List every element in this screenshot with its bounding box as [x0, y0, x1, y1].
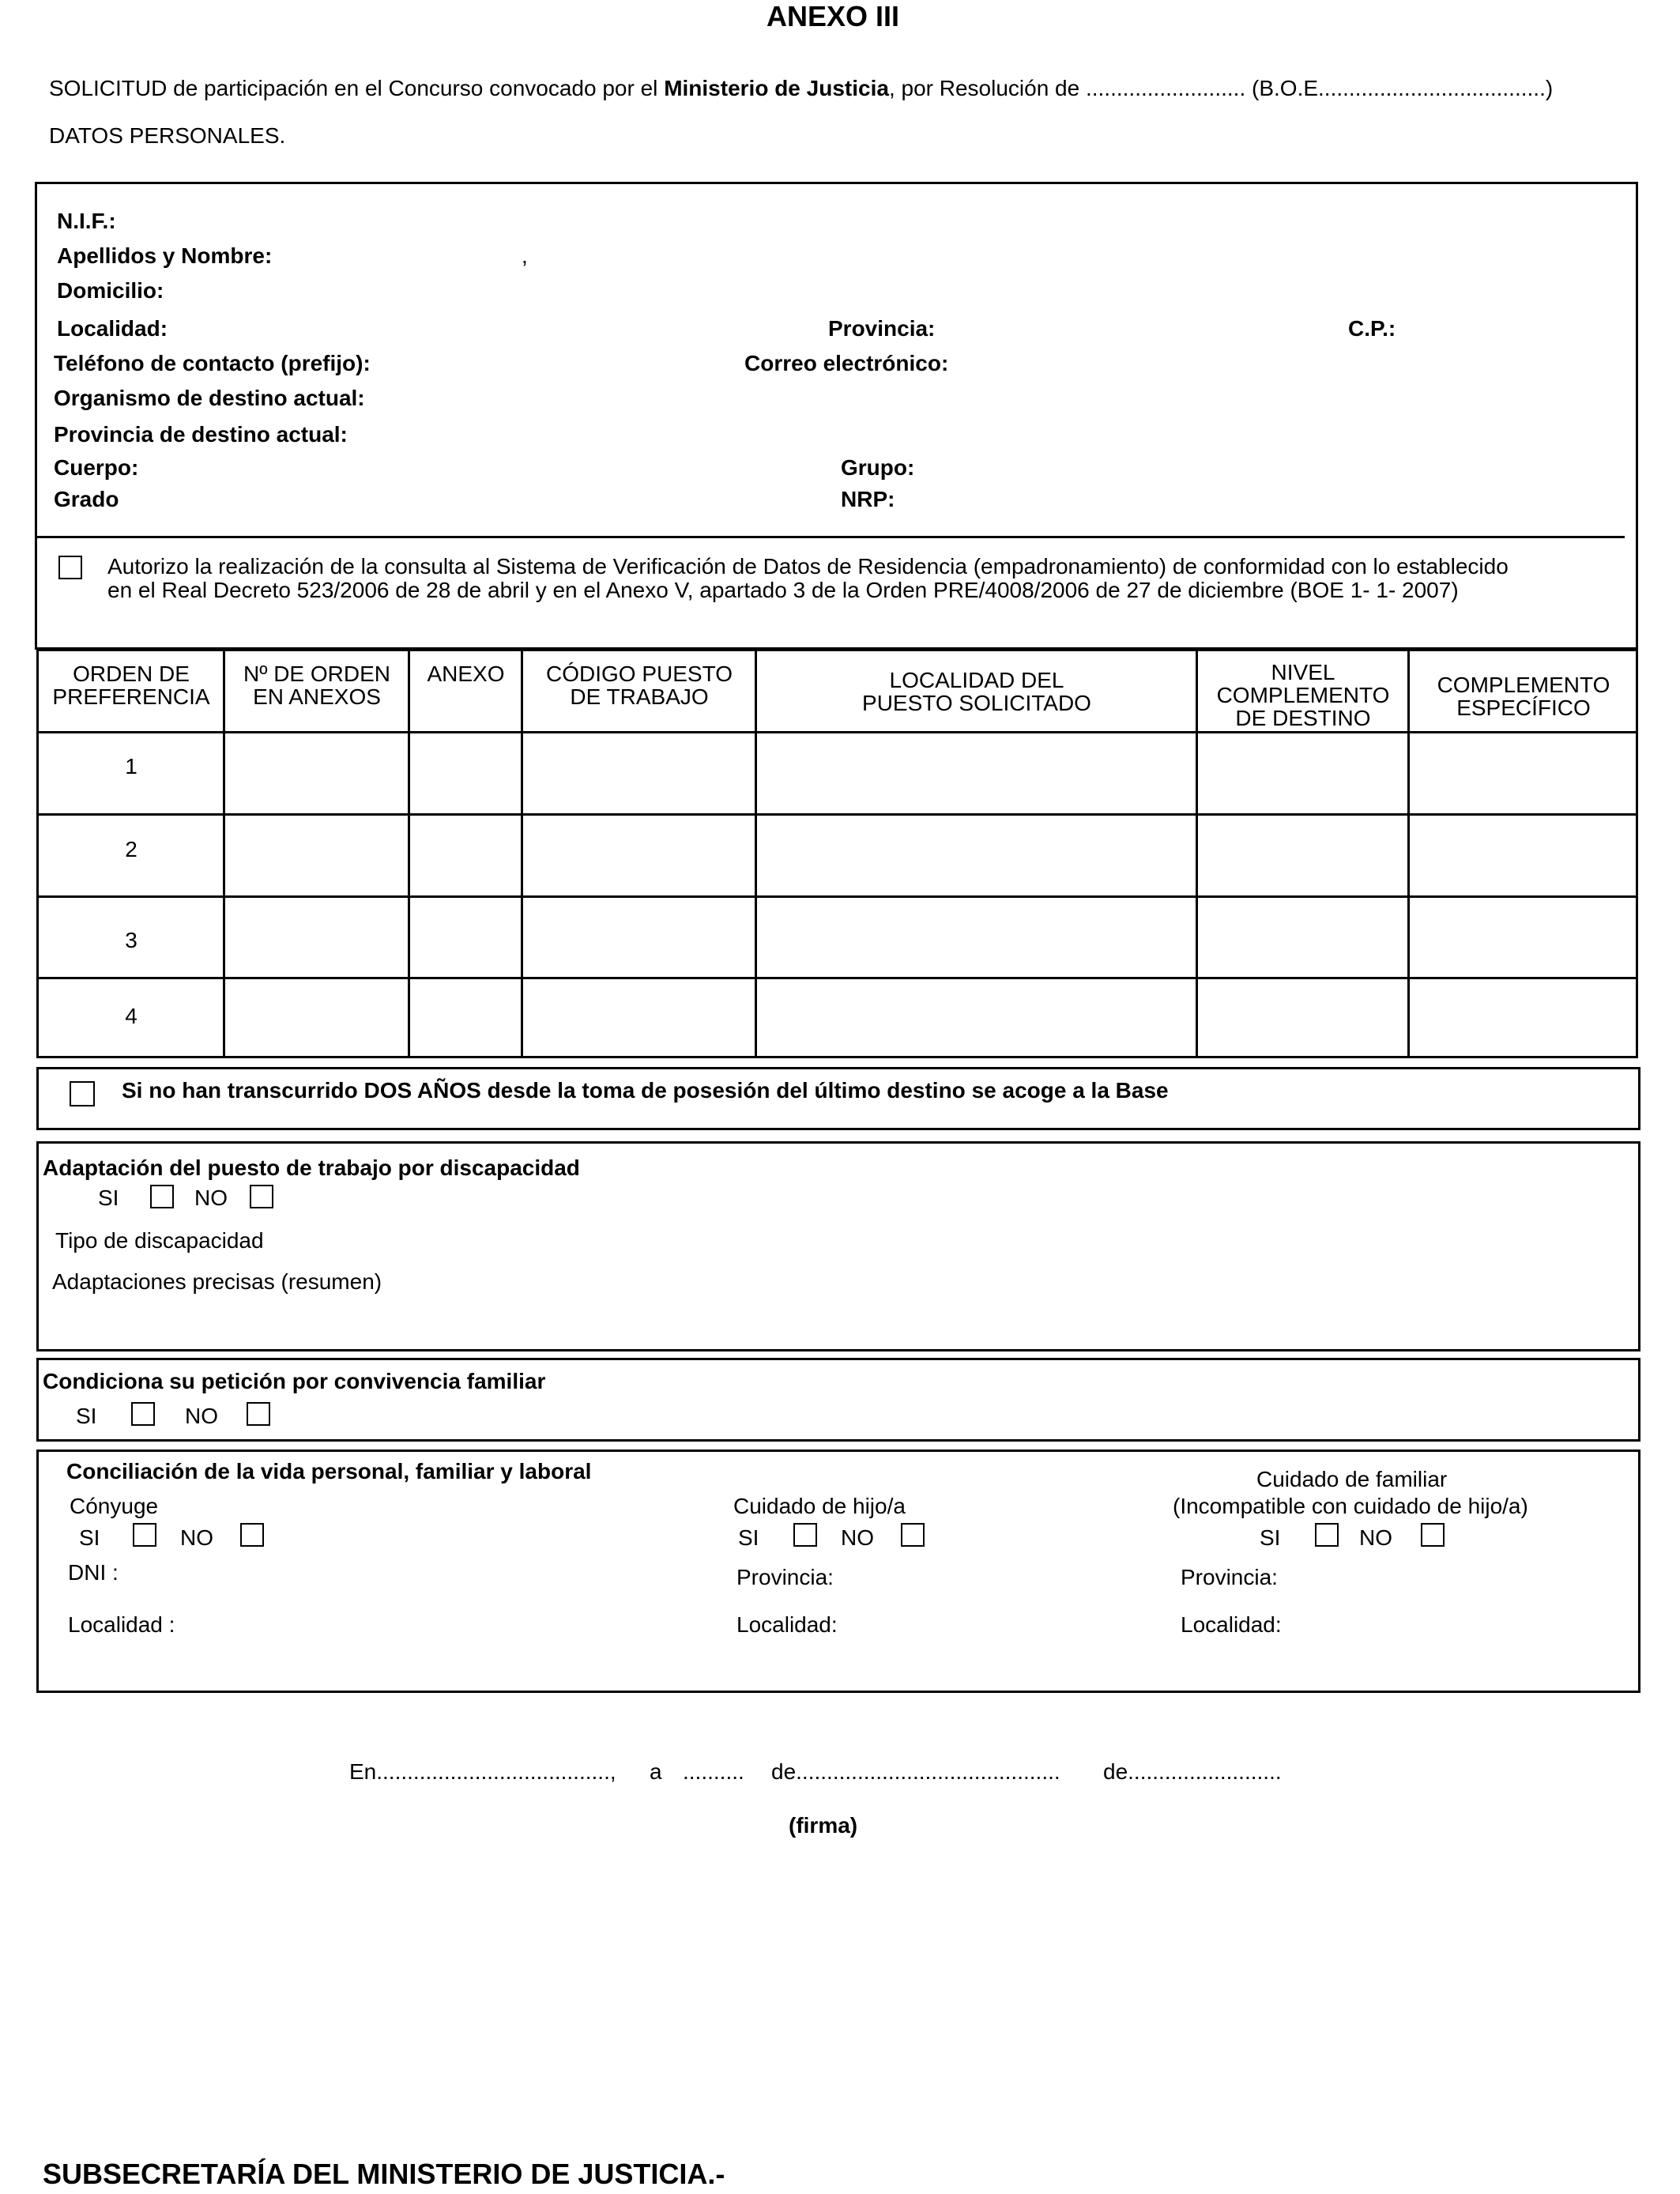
col-header-anexo: ANEXO	[427, 662, 505, 686]
localidad-label: Localidad:	[57, 316, 168, 341]
table-header-line	[36, 731, 1638, 733]
apellidos-comma: ,	[522, 243, 528, 268]
solicitud-ministerio: Ministerio de Justicia	[664, 76, 889, 100]
autorizo-line-2: en el Real Decreto 523/2006 de 28 de abril y en el Anexo V, apartado 3 de la Orden PRE/4008/2006 de 27 de diciembre (BOE 1- 1- 2007)	[107, 578, 1459, 602]
provincia-destino-label: Provincia de destino actual:	[54, 422, 348, 447]
col-header-nivel: NIVEL COMPLEMENTO DE DESTINO	[1216, 660, 1390, 730]
firma-label: (firma)	[789, 1813, 858, 1838]
conyuge-localidad-label: Localidad :	[68, 1612, 175, 1637]
apellidos-label: Apellidos y Nombre:	[57, 243, 273, 268]
provincia-label: Provincia:	[828, 316, 936, 341]
conyuge-si-label: SI	[79, 1525, 100, 1550]
grupo-label: Grupo:	[841, 455, 915, 480]
solicitud-line	[49, 76, 1553, 101]
hijo-localidad-label: Localidad:	[736, 1612, 838, 1637]
hijo-no-label: NO	[841, 1525, 874, 1550]
adaptacion-no-checkbox[interactable]	[250, 1185, 273, 1208]
convivencia-title: Condiciona su petición por convivencia familiar	[43, 1369, 546, 1393]
hijo-label: Cuidado de hijo/a	[733, 1494, 906, 1518]
nrp-label: NRP:	[841, 487, 895, 511]
grado-label: Grado	[54, 487, 119, 511]
datos-personales-heading: DATOS PERSONALES.	[49, 123, 286, 148]
convivencia-si-label: SI	[76, 1404, 97, 1428]
familiar-si-label: SI	[1260, 1525, 1281, 1550]
convivencia-no-label: NO	[185, 1404, 218, 1428]
conyuge-no-checkbox[interactable]	[240, 1523, 264, 1547]
autorizo-text	[107, 555, 1509, 602]
organismo-label: Organismo de destino actual:	[54, 386, 365, 410]
adaptacion-si-checkbox[interactable]	[150, 1185, 174, 1208]
telefono-label: Teléfono de contacto (prefijo):	[54, 351, 371, 375]
fecha-a: a	[650, 1759, 662, 1784]
familiar-provincia-label: Provincia:	[1181, 1565, 1278, 1589]
col-header-num-orden: Nº DE ORDEN EN ANEXOS	[243, 662, 391, 709]
conyuge-si-checkbox[interactable]	[133, 1523, 156, 1547]
dos-anos-checkbox[interactable]	[70, 1081, 95, 1106]
tipo-discapacidad-label: Tipo de discapacidad	[55, 1228, 264, 1253]
table-row-line-3	[36, 977, 1638, 979]
table-col-line-2	[408, 649, 410, 1058]
solicitud-post: , por Resolución de .......................... (B.O.E.....................................)	[888, 76, 1554, 100]
page-title: ANEXO III	[767, 0, 900, 32]
familiar-no-checkbox[interactable]	[1421, 1523, 1445, 1547]
autorizo-line-1: Autorizo la realización de la consulta al Sistema de Verificación de Datos de Residencia (empadronamiento) de conformidad con lo establecido	[107, 554, 1509, 579]
conciliacion-title: Conciliación de la vida personal, familiar y laboral	[66, 1459, 592, 1483]
familiar-note: (Incompatible con cuidado de hijo/a)	[1173, 1494, 1528, 1518]
lugar-en: En......................................,	[349, 1759, 616, 1784]
convivencia-no-checkbox[interactable]	[247, 1402, 270, 1426]
table-col-line-1	[223, 649, 225, 1058]
autorizo-checkbox[interactable]	[58, 556, 82, 579]
familiar-si-checkbox[interactable]	[1315, 1523, 1339, 1547]
personal-divider	[35, 536, 1625, 538]
table-row-line-1	[36, 813, 1638, 816]
familiar-label: Cuidado de familiar	[1256, 1467, 1448, 1491]
nif-label: N.I.F.:	[57, 209, 116, 233]
convivencia-si-checkbox[interactable]	[131, 1402, 155, 1426]
dos-anos-text: Si no han transcurrido DOS AÑOS desde la toma de posesión del último destino se acoge a la Base	[122, 1078, 1169, 1103]
table-col-line-3	[521, 649, 523, 1058]
adaptacion-title: Adaptación del puesto de trabajo por discapacidad	[43, 1155, 580, 1180]
col-header-localidad: LOCALIDAD DEL PUESTO SOLICITADO	[862, 668, 1091, 715]
col-header-codigo: CÓDIGO PUESTO DE TRABAJO	[546, 662, 733, 709]
fecha-mes: de...........................................	[771, 1759, 1060, 1784]
hijo-no-checkbox[interactable]	[901, 1523, 925, 1547]
adaptacion-no-label: NO	[194, 1186, 228, 1210]
conyuge-dni-label: DNI :	[68, 1560, 119, 1585]
subsecretaria-footer: SUBSECRETARÍA DEL MINISTERIO DE JUSTICIA.-	[43, 2158, 725, 2190]
conyuge-label: Cónyuge	[70, 1494, 159, 1518]
table-row-number: 1	[125, 754, 137, 778]
table-row-number: 4	[125, 1004, 137, 1028]
familiar-no-label: NO	[1359, 1525, 1392, 1550]
solicitud-pre: SOLICITUD de participación en el Concurso convocado por el	[49, 76, 665, 100]
correo-label: Correo electrónico:	[744, 351, 949, 375]
hijo-si-label: SI	[738, 1525, 759, 1550]
cp-label: C.P.:	[1348, 316, 1396, 341]
familiar-localidad-label: Localidad:	[1181, 1612, 1282, 1637]
domicilio-label: Domicilio:	[57, 278, 164, 303]
table-row-line-2	[36, 895, 1638, 898]
table-row-number: 3	[125, 928, 137, 952]
hijo-provincia-label: Provincia:	[736, 1565, 834, 1589]
adaptacion-si-label: SI	[98, 1186, 119, 1210]
cuerpo-label: Cuerpo:	[54, 455, 139, 480]
table-row-number: 2	[125, 837, 137, 861]
col-header-orden: ORDEN DE PREFERENCIA	[52, 662, 210, 709]
adaptaciones-label: Adaptaciones precisas (resumen)	[52, 1269, 382, 1294]
col-header-complemento: COMPLEMENTO ESPECÍFICO	[1437, 673, 1610, 720]
conyuge-no-label: NO	[180, 1525, 213, 1550]
hijo-si-checkbox[interactable]	[793, 1523, 817, 1547]
fecha-ano: de.........................	[1103, 1759, 1282, 1784]
fecha-dia: ..........	[683, 1759, 744, 1784]
